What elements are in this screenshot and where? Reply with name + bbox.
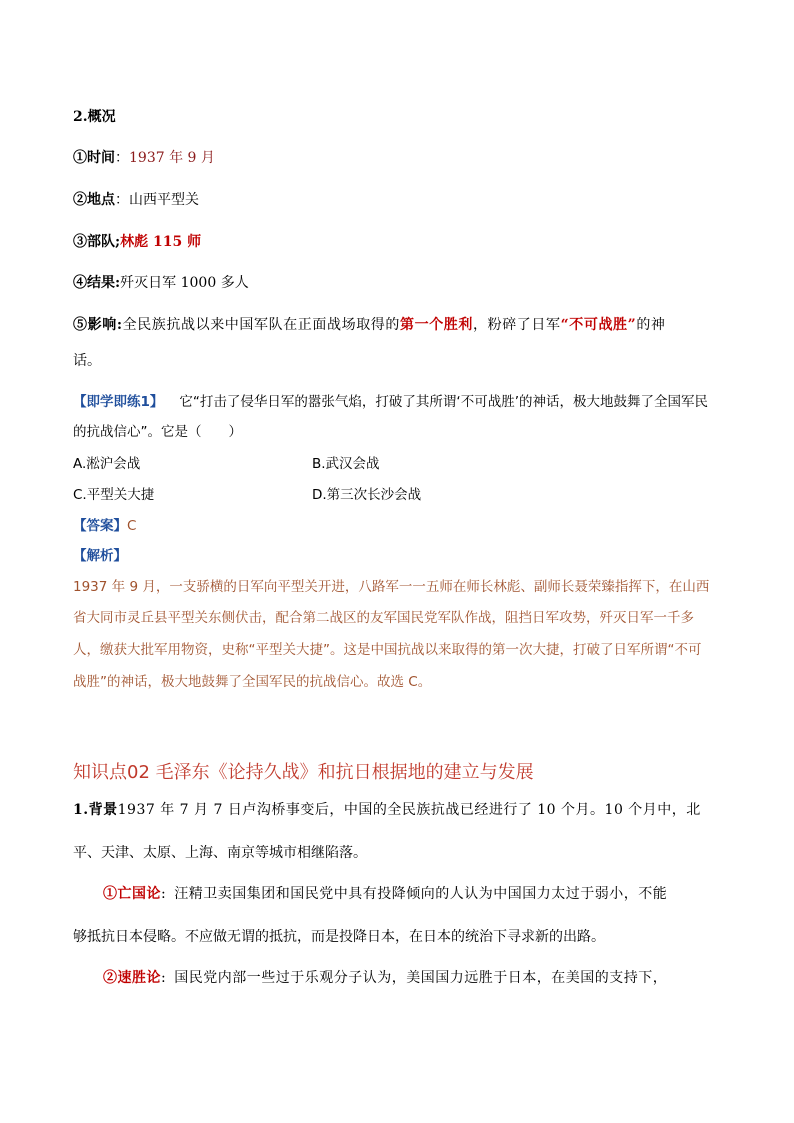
point-2-text-1: 国民党内部一些过于乐观分子认为，美国国力远胜于日本，在美国的支持下， <box>174 970 668 986</box>
impact-text-3: 的神 <box>636 317 666 333</box>
impact-text-2: ，粉碎了日军 <box>473 317 561 333</box>
background-label: 1.背景 <box>73 802 118 818</box>
point-2-label: ②速胜论 <box>103 970 161 986</box>
analysis-line-3: 人，缴获大批军用物资，史称“平型关大捷”。这是中国抗战以来取得的第一次大捷，打破了日军所谓“不可 <box>73 642 702 658</box>
analysis-line-4: 战胜”的神话，极大地鼓舞了全国军民的抗战信心。故选 C。 <box>73 674 432 690</box>
point-1-sep: : <box>161 886 167 902</box>
impact-emphasis-2: “不可战胜” <box>560 317 637 333</box>
overview-troop <box>73 232 201 252</box>
analysis-line-2: 省大同市灵丘县平型关东侧伏击，配合第二战区的友军国民党军队作战，阻挡日军攻势，歼灭日军一千多 <box>73 610 694 626</box>
overview-result <box>73 273 249 293</box>
analysis-line-1: 1937 年 9 月，一支骄横的日军向平型关开进，八路军一一五师在师长林彪、副师长聂荣臻指挥下，在山西 <box>73 579 710 595</box>
time-label: ①时间 <box>73 150 115 166</box>
place-value: 山西平型关 <box>129 192 199 208</box>
impact-label: ⑤影响 <box>73 317 117 333</box>
impact-sep: : <box>116 317 123 333</box>
point-1-label: ①亡国论 <box>103 886 161 902</box>
time-sep: ： <box>115 150 129 166</box>
point-2-line-1 <box>103 968 667 988</box>
answer-value: C <box>127 518 137 534</box>
overview-place <box>73 190 199 210</box>
section-heading: 知识点02 毛泽东《论持久战》和抗日根据地的建立与发展 <box>73 762 534 783</box>
point-1-text-1: 汪精卫卖国集团和国民党中具有投降倾向的人认为中国国力太过于弱小，不能 <box>174 886 668 902</box>
option-b: B.武汉会战 <box>312 456 380 472</box>
overview-title: 2.概况 <box>73 109 116 125</box>
result-sep: : <box>115 275 121 291</box>
exercise-question-line-1 <box>73 392 708 412</box>
impact-emphasis-1: 第一个胜利 <box>400 317 473 333</box>
option-a: A.淞沪会战 <box>73 456 141 472</box>
troop-sep: ; <box>115 234 121 250</box>
troop-value: 林彪 115 师 <box>120 234 202 250</box>
result-value: 歼灭日军 1000 多人 <box>120 275 249 291</box>
background-line-2: 平、天津、太原、上海、南京等城市相继陷落。 <box>73 845 367 861</box>
exercise-question-2: 的抗战信心”。它是（ ） <box>73 424 242 440</box>
background-line-1 <box>73 800 701 820</box>
place-label: ②地点 <box>73 192 115 208</box>
time-value: 1937 年 9 月 <box>129 150 215 166</box>
point-1-line-2: 够抵抗日本侵略。不应做无谓的抵抗，而是投降日本，在日本的统治下寻求新的出路。 <box>73 929 605 945</box>
point-1-line-1 <box>103 884 667 904</box>
background-text-1: 1937 年 7 月 7 日卢沟桥事变后，中国的全民族抗战已经进行了 10 个月。10 个月中，北 <box>117 802 701 818</box>
analysis-tag: 【解析】 <box>73 548 127 564</box>
troop-label: ③部队 <box>73 234 115 250</box>
exercise-tag: 【即学即练1】 <box>73 394 164 410</box>
impact-text-1: 全民族抗战以来中国军队在正面战场取得的 <box>122 317 400 333</box>
result-label: ④结果 <box>73 275 115 291</box>
overview-impact <box>73 315 666 335</box>
answer-tag: 【答案】 <box>73 518 127 534</box>
option-c: C.平型关大捷 <box>73 487 155 503</box>
place-sep: ： <box>115 192 129 208</box>
answer-line <box>73 516 136 536</box>
exercise-question-1: 它“打击了侵华日军的嚣张气焰，打破了其所谓‘不可战胜’的神话，极大地鼓舞了全国军民 <box>179 394 708 410</box>
overview-time <box>73 148 215 168</box>
point-2-sep: : <box>161 970 167 986</box>
overview-impact-cont: 话。 <box>73 353 101 369</box>
option-d: D.第三次长沙会战 <box>312 487 422 503</box>
